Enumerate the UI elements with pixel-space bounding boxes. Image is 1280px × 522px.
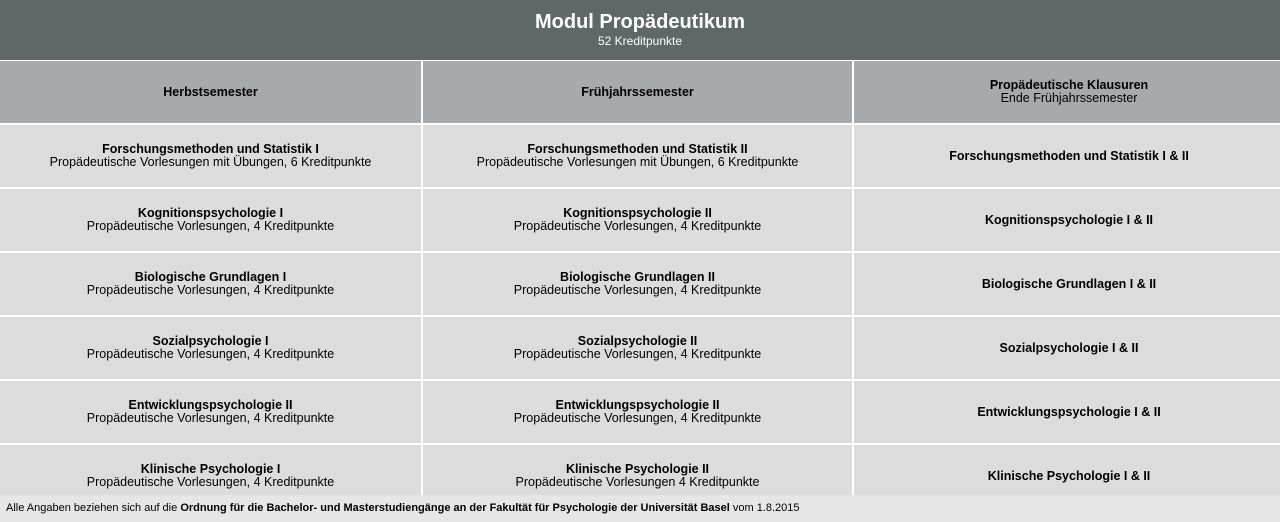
course-cell-fall [0, 381, 421, 443]
course-description: Propädeutische Vorlesungen, 4 Kreditpunkte [86, 411, 335, 425]
course-cell-spring [423, 253, 852, 315]
course-title: Sozialpsychologie II [577, 334, 698, 348]
course-title: Entwicklungspsychologie II [128, 398, 293, 412]
exam-title: Entwicklungspsychologie I & II [977, 404, 1161, 419]
course-title: Klinische Psychologie II [565, 462, 710, 476]
course-description: Propädeutische Vorlesungen, 4 Kreditpunkte [86, 475, 335, 489]
course-cell-fall [0, 317, 421, 379]
footer-regulation-name: Ordnung für die Bachelor- und Masterstudiengänge an der Fakultät für Psychologie der Universität Basel [180, 502, 730, 514]
course-cell-fall [0, 125, 421, 187]
column-header-title: Herbstsemester [163, 84, 258, 99]
footer-note [0, 495, 1280, 522]
exam-title: Klinische Psychologie I & II [987, 468, 1151, 483]
course-cell-spring [423, 125, 852, 187]
column-header-fall [0, 61, 421, 123]
exam-cell [854, 125, 1280, 187]
footer-suffix: vom 1.8.2015 [729, 502, 800, 514]
course-description: Propädeutische Vorlesungen, 4 Kreditpunkte [513, 411, 762, 425]
course-title: Forschungsmethoden und Statistik I [102, 142, 319, 156]
course-description: Propädeutische Vorlesungen, 4 Kreditpunkte [513, 347, 762, 361]
column-header-exams [854, 61, 1280, 123]
course-description: Propädeutische Vorlesungen, 4 Kreditpunkte [513, 219, 762, 233]
exam-cell [854, 189, 1280, 251]
course-title: Kognitionspsychologie I [137, 206, 284, 220]
column-header-title: Frühjahrssemester [581, 84, 694, 99]
course-description: Propädeutische Vorlesungen, 4 Kreditpunkte [86, 219, 335, 233]
course-description: Propädeutische Vorlesungen, 4 Kreditpunkte [86, 347, 335, 361]
exam-cell [854, 317, 1280, 379]
column-header-subtitle: Ende Frühjahrssemester [1000, 91, 1138, 105]
course-title: Biologische Grundlagen II [560, 270, 715, 284]
module-title: Modul Propädeutikum [535, 11, 745, 33]
exam-title: Forschungsmethoden und Statistik I & II [949, 148, 1189, 163]
module-header [0, 0, 1280, 60]
course-title: Forschungsmethoden und Statistik II [527, 142, 748, 156]
course-cell-fall [0, 253, 421, 315]
course-description: Propädeutische Vorlesungen, 4 Kreditpunkte [513, 283, 762, 297]
exam-title: Biologische Grundlagen I & II [981, 276, 1157, 291]
course-cell-spring [423, 189, 852, 251]
curriculum-table [0, 61, 1280, 507]
course-cell-fall [0, 189, 421, 251]
module-credits: 52 Kreditpunkte [597, 34, 683, 48]
course-title: Sozialpsychologie I [152, 334, 269, 348]
course-title: Biologische Grundlagen I [134, 270, 287, 284]
exam-title: Kognitionspsychologie I & II [984, 212, 1154, 227]
column-header-spring [423, 61, 852, 123]
course-cell-spring [423, 381, 852, 443]
exam-cell [854, 381, 1280, 443]
course-title: Entwicklungspsychologie II [555, 398, 720, 412]
course-description: Propädeutische Vorlesungen 4 Kreditpunkte [515, 475, 760, 489]
course-title: Klinische Psychologie I [140, 462, 281, 476]
column-header-title: Propädeutische Klausuren [989, 78, 1149, 92]
course-description: Propädeutische Vorlesungen mit Übungen, 6 Kreditpunkte [476, 155, 799, 169]
course-cell-spring [423, 317, 852, 379]
exam-title: Sozialpsychologie I & II [999, 340, 1139, 355]
exam-cell [854, 253, 1280, 315]
course-description: Propädeutische Vorlesungen, 4 Kreditpunkte [86, 283, 335, 297]
footer-prefix: Alle Angaben beziehen sich auf die [6, 502, 181, 514]
course-description: Propädeutische Vorlesungen mit Übungen, 6 Kreditpunkte [49, 155, 372, 169]
course-title: Kognitionspsychologie II [563, 206, 712, 220]
